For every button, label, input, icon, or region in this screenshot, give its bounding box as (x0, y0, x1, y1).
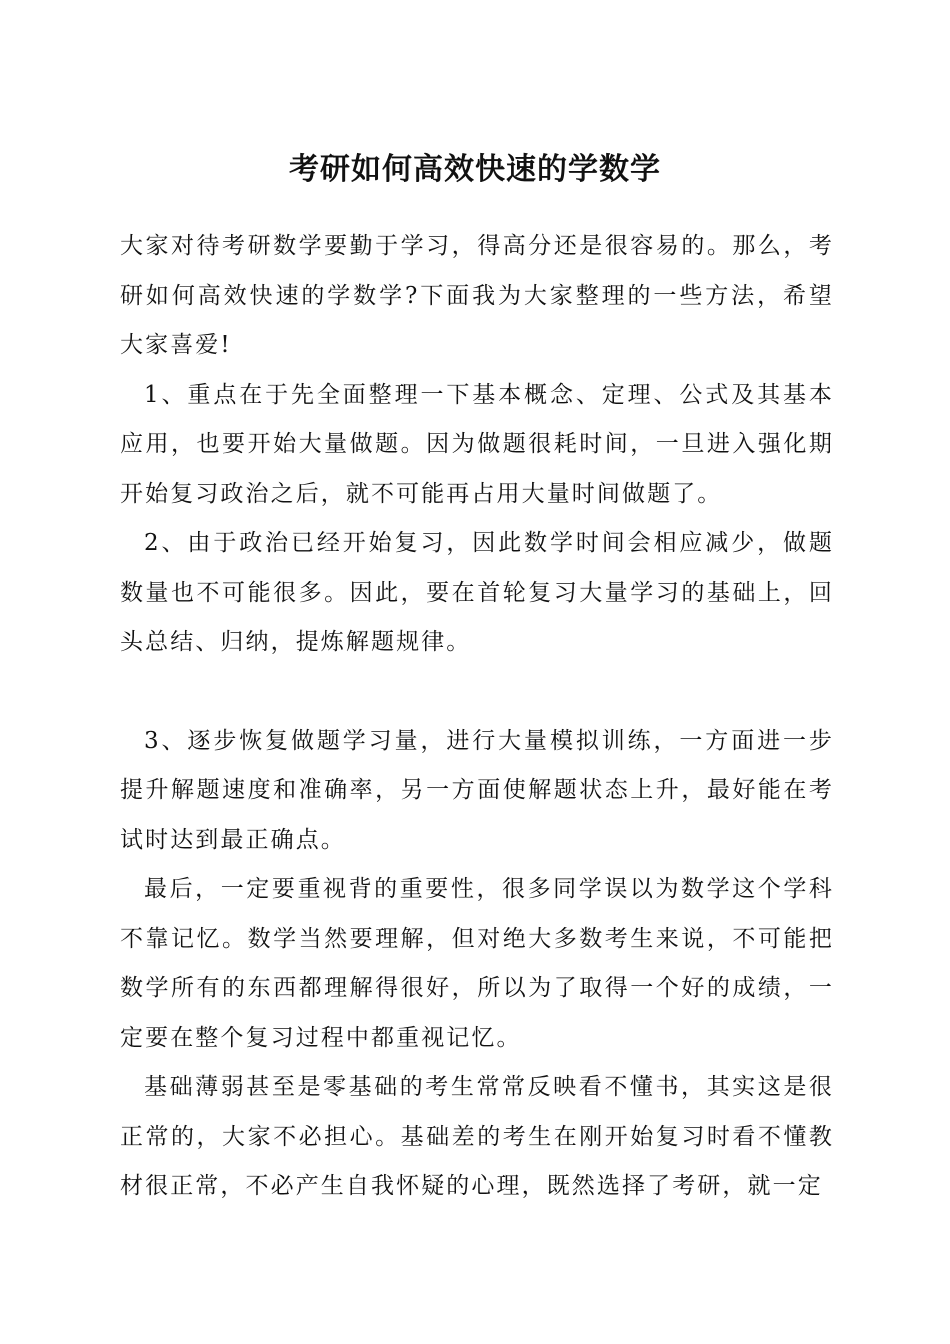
paragraph-basics: 基础薄弱甚至是零基础的考生常常反映看不懂书，其实这是很正常的，大家不必担心。基础差的考生在刚开始复习时看不懂教材很正常，不必产生自我怀疑的心理，既然选择了考研，就一定 (120, 1074, 834, 1199)
paragraph-memory: 最后，一定要重视背的重要性，很多同学误以为数学这个学科不靠记忆。数学当然要理解，但对绝大多数考生来说，不可能把数学所有的东西都理解得很好，所以为了取得一个好的成绩，一定要在整个复习过程中都重视记忆。 (120, 876, 834, 1051)
document-title: 考研如何高效快速的学数学 (289, 152, 661, 187)
document-body (120, 222, 834, 1212)
paragraph-point-3: 3、逐步恢复做题学习量，进行大量模拟训练，一方面进一步提升解题速度和准确率，另一方面使解题状态上升，最好能在考试时达到最正确点。 (120, 727, 834, 853)
paragraph-intro: 大家对待考研数学要勤于学习，得高分还是很容易的。那么，考研如何高效快速的学数学?下面我为大家整理的一些方法，希望大家喜爱! (120, 233, 834, 358)
paragraph-gap (120, 668, 834, 717)
paragraph-point-2: 2、由于政治已经开始复习，因此数学时间会相应减少，做题数量也不可能很多。因此，要在首轮复习大量学习的基础上，回头总结、归纳，提炼解题规律。 (120, 530, 834, 655)
paragraph-point-1: 1、重点在于先全面整理一下基本概念、定理、公式及其基本应用，也要开始大量做题。因为做题很耗时间，一旦进入强化期开始复习政治之后，就不可能再占用大量时间做题了。 (120, 381, 834, 507)
